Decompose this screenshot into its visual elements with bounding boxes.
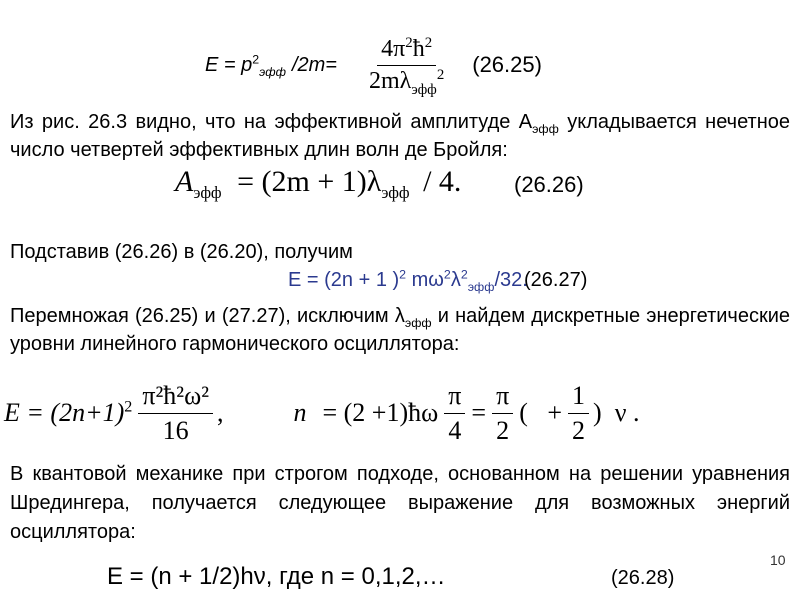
- osc-frac-pi-4: $\frac{\pi}{4}$: [444, 381, 465, 446]
- equation-26-26: $A_{эфф} = (2m + 1)\lambda_{эфф} / 4$.: [175, 165, 462, 202]
- osc-frac-pi-2: $\frac{\pi}{2}$: [492, 381, 513, 446]
- equation-26-28: E = (n + 1/2)hν, где n = 0,1,2,…: [107, 563, 446, 590]
- osc-left-lhs: $E = (2n+1)^2$: [4, 398, 133, 427]
- eq2628-number: (26.28): [611, 567, 675, 589]
- para3-subscript: эфф: [404, 316, 432, 330]
- eq2626-number: (26.26): [514, 172, 584, 197]
- paragraph-substituting: Подставив (26.26) в (26.20), получим: [10, 241, 353, 263]
- equation-oscillator-levels: $E = (2n+1)^2$ $\frac{\text{π²ħ²ω²}}{16}$ , n = (2 +1)ħω $\frac{\pi}{4}$ = $\frac{\pi}{2}$ ( + $\frac{1}{2}$ ) ν .: [4, 380, 640, 445]
- osc-frac-1-2: $\frac{1}{2}$: [568, 381, 589, 446]
- osc-right-n: n: [293, 398, 307, 427]
- paragraph-multiplying: Перемножая (26.25) и (27.27), исключим $\lambda_{эфф}$ и найдем дискретные энергетические уровни линейного гармонического осциллятора:: [10, 305, 790, 355]
- eq2625-lhs: $E = p^2_{эфф}$ /2m=: [205, 51, 337, 79]
- paragraph-quantum-mechanics: В квантовой механике при строгом подходе, основанном на решении уравнения Шредингера, получается следующее выражение для возможных энергий осциллятора:: [10, 463, 790, 543]
- para1-subscript: эфф: [532, 122, 559, 136]
- equation-26-27: E = (2n + 1 )$^2$ $m\omega^2\lambda^2_{эфф}/32$.: [288, 267, 528, 294]
- page-number: 10: [770, 552, 786, 568]
- eq2625-fraction: $\frac{4\pi^2ħ^2}{2m\lambda_{эфф}^2}$: [369, 34, 445, 98]
- osc-left-fraction: $\frac{\text{π²ħ²ω²}}{16}$: [138, 381, 213, 446]
- paragraph-amplitude: Из рис. 26.3 видно, что на эффективной амплитуде $A_{эфф}$ укладывается нечетное число четвертей эффективных длин волн де Бройля:: [10, 111, 790, 161]
- eq2625-number: (26.25): [472, 52, 542, 77]
- eq2627-number: (26.27): [524, 269, 588, 291]
- equation-26-25: [205, 30, 542, 100]
